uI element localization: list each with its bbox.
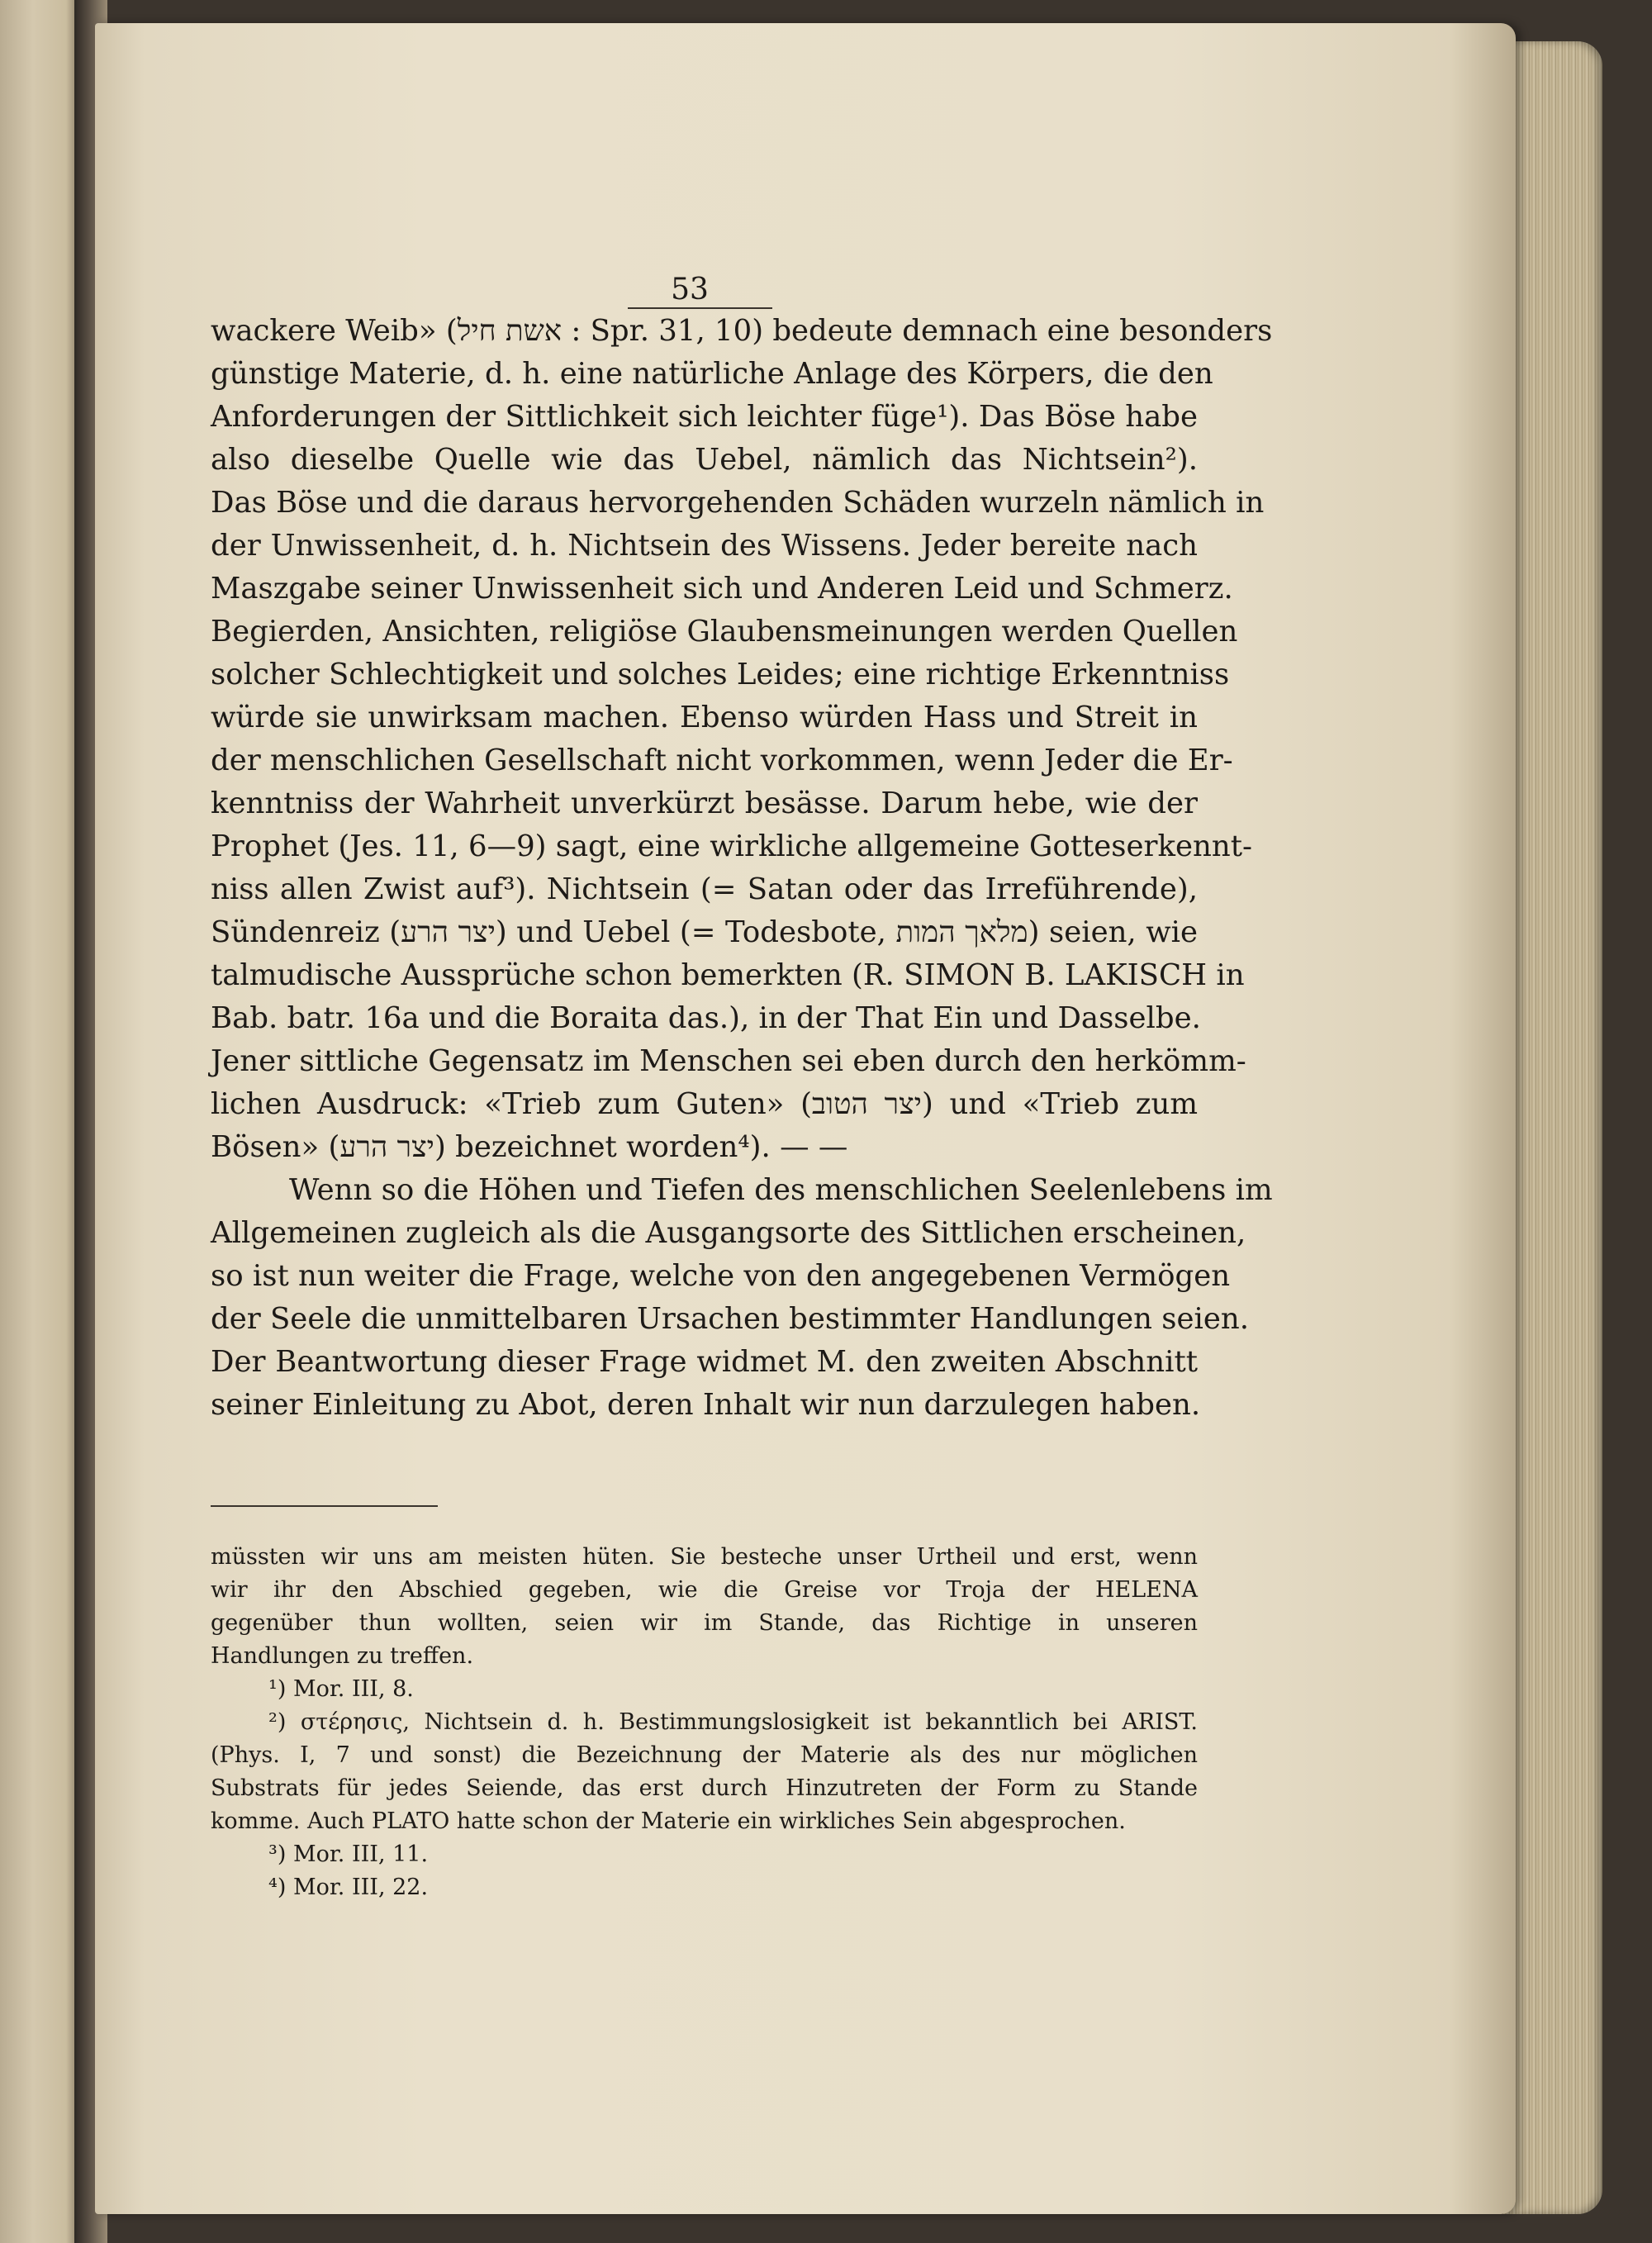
footnote-line: (Phys. I, 7 und sonst) die Bezeichnung der Materie als des nur möglichen: [211, 1742, 1198, 1768]
body-line: der Unwissenheit, d. h. Nichtsein des Wissens. Jeder bereite nach: [211, 529, 1198, 563]
body-line: Anforderungen der Sittlichkeit sich leichter füge¹). Das Böse habe: [211, 400, 1198, 434]
body-line: der menschlichen Gesellschaft nicht vorkommen, wenn Jeder die Er-: [211, 744, 1233, 777]
footnote-line: Handlungen zu treffen.: [211, 1643, 474, 1669]
body-line: Jener sittliche Gegensatz im Menschen sei eben durch den herkömm-: [211, 1044, 1246, 1078]
body-line: Prophet (Jes. 11, 6—9) sagt, eine wirkliche allgemeine Gotteserkennt-: [211, 829, 1252, 863]
body-line: Allgemeinen zugleich als die Ausgangsorte des Sittlichen erscheinen,: [211, 1216, 1246, 1250]
footnote-line: komme. Auch PLATO hatte schon der Materie ein wirkliches Sein abgesprochen.: [211, 1808, 1126, 1834]
page-number: 53: [671, 273, 709, 307]
body-line: günstige Materie, d. h. eine natürliche Anlage des Körpers, die den: [211, 357, 1213, 391]
body-line: also dieselbe Quelle wie das Uebel, nämlich das Nichtsein²).: [211, 443, 1198, 477]
page-stack-edge: [1503, 41, 1602, 2214]
body-line: Bösen» (יצר הרע) bezeichnet worden⁴). — —: [211, 1130, 848, 1164]
body-line: so ist nun weiter die Frage, welche von den angegebenen Vermögen: [211, 1259, 1231, 1293]
body-line: wackere Weib» (אשת חיל : Spr. 31, 10) bedeute demnach eine besonders: [211, 314, 1273, 348]
body-line: talmudische Aussprüche schon bemerkten (R. SIMON B. LAKISCH in: [211, 958, 1245, 992]
body-line: der Seele die unmittelbaren Ursachen bestimmter Handlungen seien.: [211, 1302, 1250, 1336]
body-line: kenntniss der Wahrheit unverkürzt besässe. Darum hebe, wie der: [211, 786, 1198, 820]
body-line: Der Beantwortung dieser Frage widmet M. den zweiten Abschnitt: [211, 1345, 1198, 1379]
footnote-2: ²) στέρησις, Nichtsein d. h. Bestimmungslosigkeit ist bekanntlich bei ARIST.: [268, 1709, 1198, 1735]
footnote-rule: [211, 1505, 438, 1507]
footnote-line: gegenüber thun wollten, seien wir im Stande, das Richtige in unseren: [211, 1610, 1198, 1636]
body-line: Bab. batr. 16a und die Boraita das.), in der That Ein und Dasselbe.: [211, 1001, 1201, 1035]
body-line: würde sie unwirksam machen. Ebenso würden Hass und Streit in: [211, 701, 1198, 734]
body-line: Begierden, Ansichten, religiöse Glaubensmeinungen werden Quellen: [211, 615, 1238, 649]
body-line: niss allen Zwist auf³). Nichtsein (= Satan oder das Irreführende),: [211, 872, 1198, 906]
body-line: Sündenreiz (יצר הרע) und Uebel (= Todesbote, מלאך המות) seien, wie: [211, 915, 1199, 949]
previous-page-edge: [0, 0, 78, 2243]
body-line: solcher Schlechtigkeit und solches Leides; eine richtige Erkenntniss: [211, 658, 1230, 691]
body-line: Das Böse und die daraus hervorgehenden Schäden wurzeln nämlich in: [211, 486, 1265, 520]
footnote-1: ¹) Mor. III, 8.: [268, 1676, 414, 1702]
footnote-line: wir ihr den Abschied gegeben, wie die Greise vor Troja der HELENA: [211, 1577, 1198, 1603]
body-line: lichen Ausdruck: «Trieb zum Guten» (יצר הטוב) und «Trieb zum: [211, 1087, 1198, 1121]
footnote-4: ⁴) Mor. III, 22.: [268, 1875, 429, 1900]
header-rule: [628, 307, 772, 309]
footnote-line: müssten wir uns am meisten hüten. Sie besteche unser Urtheil und erst, wenn: [211, 1544, 1198, 1570]
footnote-3: ³) Mor. III, 11.: [268, 1841, 429, 1867]
body-line: Maszgabe seiner Unwissenheit sich und Anderen Leid und Schmerz.: [211, 572, 1233, 606]
footnote-line: Substrats für jedes Seiende, das erst durch Hinzutreten der Form zu Stande: [211, 1775, 1198, 1801]
body-line: seiner Einleitung zu Abot, deren Inhalt wir nun darzulegen haben.: [211, 1388, 1201, 1422]
body-line: Wenn so die Höhen und Tiefen des menschlichen Seelenlebens im: [289, 1173, 1273, 1207]
